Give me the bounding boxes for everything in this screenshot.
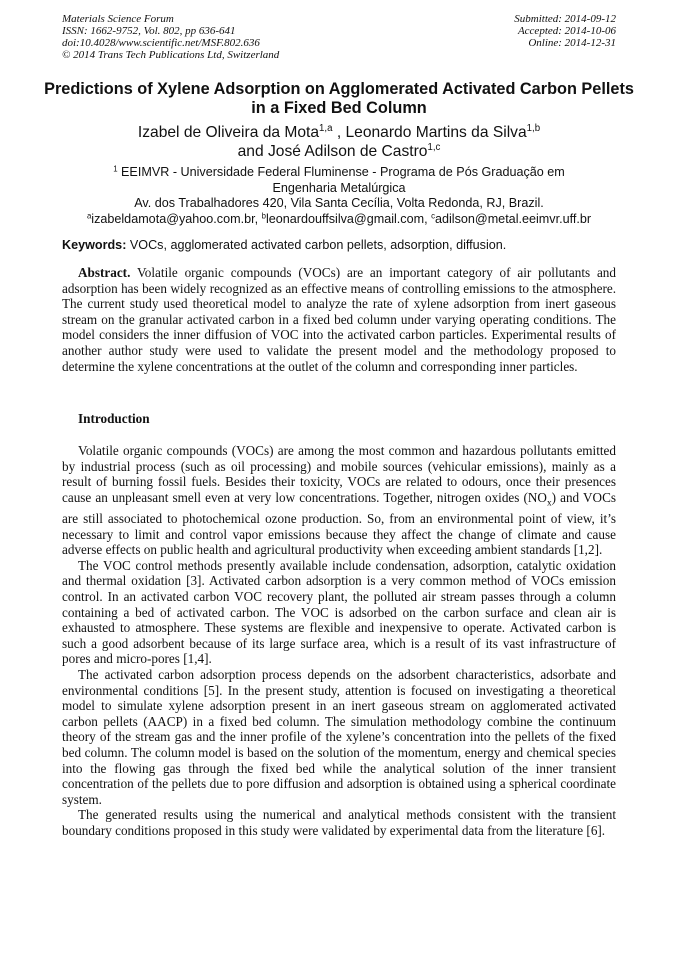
paragraph: The generated results using the numerical and analytical methods consistent with the transient boundary conditions proposed in this study were validated by experimental data from the literature [6]. <box>62 807 616 838</box>
email[interactable]: adilson@metal.eeimvr.uff.br <box>435 211 592 226</box>
keywords-label: Keywords: <box>62 238 127 252</box>
affiliation <box>40 165 638 227</box>
introduction-body <box>62 443 616 838</box>
author: José Adilson de Castro <box>267 143 428 160</box>
online-date: Online: 2014-12-31 <box>528 37 616 49</box>
email-sup: c <box>431 210 435 220</box>
emails <box>40 212 638 228</box>
journal-name: Materials Science Forum <box>62 13 174 25</box>
abstract-text: Volatile organic compounds (VOCs) are an important category of air pollutants and adsorption has been widely recognized as an effective means of controlling emissions to the atmosphere. The current study used theoretical model to analyze the rate of xylene adsorption from inert gaseous stream on the granular activated carbon in a fixed bed column under varying operating conditions. The model considers the inner diffusion of VOC into the activated carbon particles. Experimental results of another author study were used to validate the present model and the methodology proposed to determine the xylene concentrations at the outlet of the column and corresponding inner particles. <box>62 265 616 374</box>
doi: doi:10.4028/www.scientific.net/MSF.802.636 <box>62 37 260 49</box>
email-sup: a <box>86 210 92 220</box>
authors <box>40 123 638 161</box>
author: Leonardo Martins da Silva <box>345 124 527 141</box>
paragraph: The VOC control methods presently available include condensation, adsorption, catalytic oxidation and thermal oxidation [3]. Activated carbon adsorption is a very common method of VOCs emission control. In an activated carbon VOC recovery plant, the polluted air stream passes through a column containing a bed of activated carbon. The VOC is adsorbed on the carbon surface and clean air is exhausted to atmosphere. These systems are flexible and inexpensive to operate. Activated carbon is such a good adsorbent because of its large surface area, which is a result of its vast infrastructure of pores and micro-pores [1,4]. <box>62 557 616 667</box>
keywords <box>62 238 506 252</box>
email[interactable]: izabeldamota@yahoo.com.br, <box>91 211 262 226</box>
keywords-text: VOCs, agglomerated activated carbon pellets, adsorption, diffusion. <box>126 238 507 252</box>
abstract-label: Abstract. <box>78 265 131 280</box>
subscript: x <box>546 497 552 508</box>
author-sup: 1,c <box>427 142 441 154</box>
paper-title: Predictions of Xylene Adsorption on Agglomerated Activated Carbon Pellets in a Fixed Bed Column <box>44 80 634 117</box>
author-sup: 1,b <box>526 123 541 135</box>
paragraph: The activated carbon adsorption process depends on the adsorbent characteristics, adsorbate and environmental conditions [5]. In the present study, attention is focused on investigating a theoretical model to simulate xylene adsorption present in an inert gaseous stream on agglomerated activated carbon pellets (AACP) in a fixed bed column. The simulation methodology combine the continuum theory of the stream gas and the inner profile of the xylene’s concentration into the pellets of the fixed bed column. The column model is based on the solution of the momentum, energy and chemical species into the flowing gas through the fixed bed while the analytical solution of the inner transient concentration of the pellets due to pore diffusion and adsorption is obtained using a spherical coordinate system. <box>62 666 616 807</box>
section-heading: Introduction <box>78 411 150 426</box>
paragraph <box>62 443 616 558</box>
conjunction: and <box>237 143 268 160</box>
separator: , <box>332 124 346 141</box>
author: Izabel de Oliveira da Mota <box>137 124 320 141</box>
text: Volatile organic compounds (VOCs) are among the most common and hazardous pollutants emitted by industrial process (such as oil processing) and mobile sources (vehicular emissions), mainly as a result of burning fossil fuels. Besides their toxicity, VOCs are related to odours, once their presences cause an unpleasant smell even at very low concentrations. Together, nitrogen oxides (NO <box>62 443 616 505</box>
issn: ISSN: 1662-9752, Vol. 802, pp 636-641 <box>62 25 236 37</box>
copyright: © 2014 Trans Tech Publications Ltd, Switzerland <box>62 49 280 61</box>
aff-sup: 1 <box>113 164 118 174</box>
journal-info <box>62 13 279 61</box>
text: ) and VOCs are still associated to photochemical ozone production. So, from an environmental point of view, it’s necessary to limit and control vapor emissions because they affect the change of climate and cause adverse effects on public health and agricultural productivity when exceeding ambient standards [1,2]. <box>62 489 616 558</box>
address: Av. dos Trabalhadores 420, Vila Santa Cecília, Volta Redonda, RJ, Brazil. <box>134 196 544 210</box>
accepted-date: Accepted: 2014-10-06 <box>517 25 616 37</box>
author-sup: 1,a <box>319 123 333 135</box>
email-sup: b <box>261 210 266 220</box>
submitted-date: Submitted: 2014-09-12 <box>514 13 616 25</box>
email[interactable]: leonardouffsilva@gmail.com, <box>265 211 432 226</box>
institution: EEIMVR - Universidade Federal Fluminense - Programa de Pós Graduação em Engenharia Metalúrgica <box>117 165 565 195</box>
dates <box>514 13 616 49</box>
abstract <box>62 265 616 374</box>
